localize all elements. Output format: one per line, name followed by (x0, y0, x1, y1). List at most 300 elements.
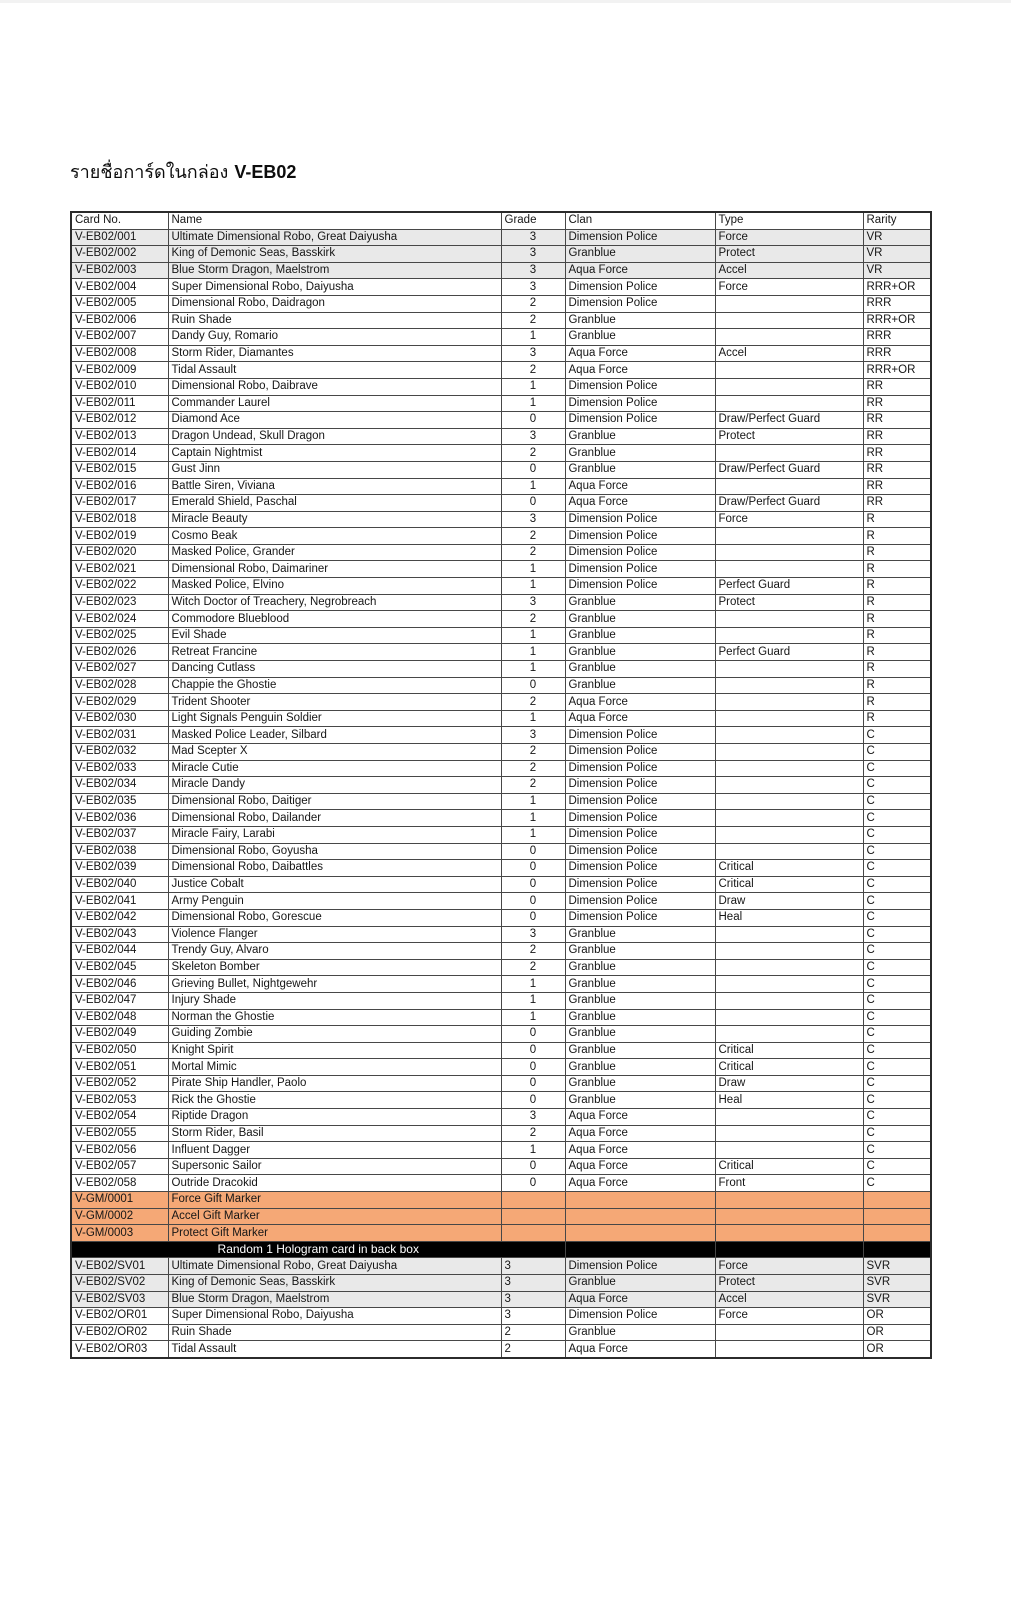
cell-type (715, 976, 863, 993)
cell-rarity: R (863, 594, 931, 611)
cell-rarity: RRR+OR (863, 312, 931, 329)
cell-name: Ultimate Dimensional Robo, Great Daiyusha (168, 1258, 501, 1275)
cell-card-no: V-EB02/018 (71, 511, 168, 528)
cell-grade: 2 (501, 959, 565, 976)
cell-rarity: C (863, 1109, 931, 1126)
cell-clan: Granblue (565, 329, 715, 346)
cell-rarity: R (863, 528, 931, 545)
cell-card-no: V-EB02/045 (71, 959, 168, 976)
cell-type: Force (715, 511, 863, 528)
cell-clan: Dimension Police (565, 544, 715, 561)
cell-grade: 3 (501, 727, 565, 744)
cell-clan: Dimension Police (565, 1308, 715, 1325)
cell-rarity: RR (863, 478, 931, 495)
cell-type: Perfect Guard (715, 578, 863, 595)
cell-clan: Dimension Police (565, 578, 715, 595)
cell-rarity: C (863, 943, 931, 960)
cell-card-no: V-EB02/042 (71, 909, 168, 926)
cell-clan: Granblue (565, 992, 715, 1009)
cell-card-no: V-EB02/049 (71, 1026, 168, 1043)
cell-rarity: VR (863, 262, 931, 279)
cell-clan: Aqua Force (565, 478, 715, 495)
cell-card-no: V-EB02/020 (71, 544, 168, 561)
cell-card-no: V-EB02/039 (71, 860, 168, 877)
cell-grade: 1 (501, 578, 565, 595)
cell-card-no: V-EB02/043 (71, 926, 168, 943)
cell-clan: Dimension Police (565, 860, 715, 877)
cell-name: Army Penguin (168, 893, 501, 910)
table-row (71, 1258, 931, 1275)
cell-rarity: C (863, 976, 931, 993)
cell-type: Front (715, 1175, 863, 1192)
cell-rarity: R (863, 677, 931, 694)
cell-clan: Granblue (565, 594, 715, 611)
page-title (70, 161, 296, 183)
cell-clan: Aqua Force (565, 1291, 715, 1308)
cell-type (715, 395, 863, 412)
cell-card-no: V-EB02/029 (71, 694, 168, 711)
cell-clan: Dimension Police (565, 412, 715, 429)
cell-name: Super Dimensional Robo, Daiyusha (168, 279, 501, 296)
cell-type: Critical (715, 1158, 863, 1175)
cell-name: Battle Siren, Viviana (168, 478, 501, 495)
cell-type: Draw/Perfect Guard (715, 495, 863, 512)
cell-grade: 0 (501, 1059, 565, 1076)
cell-name: Tidal Assault (168, 1341, 501, 1358)
cell-type (715, 1225, 863, 1242)
cell-name: Justice Cobalt (168, 876, 501, 893)
table-row (71, 1125, 931, 1142)
cell-card-no: V-EB02/047 (71, 992, 168, 1009)
cell-clan (565, 1225, 715, 1242)
cell-type: Heal (715, 1092, 863, 1109)
cell-type: Perfect Guard (715, 644, 863, 661)
cell-type (715, 661, 863, 678)
cell-clan: Dimension Police (565, 279, 715, 296)
card-table-header (71, 212, 931, 229)
cell-grade: 0 (501, 860, 565, 877)
cell-type (715, 1341, 863, 1358)
cell-grade: 0 (501, 843, 565, 860)
cell-type: Draw (715, 893, 863, 910)
cell-rarity: C (863, 860, 931, 877)
cell-card-no: V-EB02/015 (71, 461, 168, 478)
column-header-card-no-: Card No. (71, 212, 168, 229)
cell-clan: Aqua Force (565, 362, 715, 379)
cell-grade (501, 1225, 565, 1242)
cell-card-no: V-EB02/040 (71, 876, 168, 893)
cell-grade: 2 (501, 312, 565, 329)
cell-rarity: C (863, 1175, 931, 1192)
cell-rarity: RRR+OR (863, 279, 931, 296)
cell-rarity: R (863, 644, 931, 661)
cell-name: Dimensional Robo, Daibrave (168, 378, 501, 395)
cell-type: Accel (715, 1291, 863, 1308)
cell-name: Diamond Ace (168, 412, 501, 429)
cell-rarity: C (863, 793, 931, 810)
cell-rarity: C (863, 1026, 931, 1043)
hologram-banner-row (71, 1241, 931, 1258)
cell-type (715, 744, 863, 761)
cell-name: Dimensional Robo, Daitiger (168, 793, 501, 810)
cell-card-no: V-EB02/004 (71, 279, 168, 296)
cell-type: Force (715, 1308, 863, 1325)
table-row (71, 478, 931, 495)
cell-type (715, 677, 863, 694)
cell-card-no: V-EB02/SV02 (71, 1275, 168, 1292)
cell-name: Masked Police, Grander (168, 544, 501, 561)
cell-type: Force (715, 1258, 863, 1275)
cell-name: Mad Scepter X (168, 744, 501, 761)
cell-card-no: V-EB02/002 (71, 246, 168, 263)
cell-grade: 2 (501, 777, 565, 794)
cell-grade: 1 (501, 329, 565, 346)
cell-card-no: V-EB02/044 (71, 943, 168, 960)
cell-clan (565, 1192, 715, 1209)
cell-clan: Granblue (565, 312, 715, 329)
table-row (71, 1275, 931, 1292)
cell-type: Draw (715, 1075, 863, 1092)
cell-rarity: R (863, 694, 931, 711)
table-row (71, 428, 931, 445)
table-row (71, 262, 931, 279)
cell-name: Retreat Francine (168, 644, 501, 661)
table-row (71, 826, 931, 843)
column-header-name: Name (168, 212, 501, 229)
cell-card-no: V-EB02/019 (71, 528, 168, 545)
cell-grade: 0 (501, 1042, 565, 1059)
cell-type (715, 843, 863, 860)
cell-grade: 2 (501, 760, 565, 777)
cell-name: Dandy Guy, Romario (168, 329, 501, 346)
cell-type (715, 528, 863, 545)
cell-clan: Granblue (565, 644, 715, 661)
cell-card-no: V-EB02/035 (71, 793, 168, 810)
cell-name: Ultimate Dimensional Robo, Great Daiyusha (168, 229, 501, 246)
table-row (71, 661, 931, 678)
cell-card-no: V-EB02/054 (71, 1109, 168, 1126)
cell-grade: 1 (501, 644, 565, 661)
cell-grade: 2 (501, 694, 565, 711)
cell-clan: Aqua Force (565, 495, 715, 512)
cell-name: Rick the Ghostie (168, 1092, 501, 1109)
cell-rarity: RRR+OR (863, 362, 931, 379)
cell-rarity: RR (863, 428, 931, 445)
cell-clan: Granblue (565, 943, 715, 960)
cell-clan: Granblue (565, 1059, 715, 1076)
cell-name: Protect Gift Marker (168, 1225, 501, 1242)
cell-card-no: V-EB02/017 (71, 495, 168, 512)
cell-card-no: V-EB02/056 (71, 1142, 168, 1159)
cell-rarity: R (863, 611, 931, 628)
cell-clan: Dimension Police (565, 295, 715, 312)
cell-name: Commander Laurel (168, 395, 501, 412)
cell-type (715, 362, 863, 379)
table-row (71, 727, 931, 744)
column-header-grade: Grade (501, 212, 565, 229)
table-row (71, 876, 931, 893)
cell-card-no: V-EB02/016 (71, 478, 168, 495)
cell-grade: 3 (501, 1258, 565, 1275)
cell-clan: Dimension Police (565, 826, 715, 843)
table-row (71, 511, 931, 528)
cell-type: Protect (715, 1275, 863, 1292)
cell-type (715, 1208, 863, 1225)
cell-rarity (863, 1192, 931, 1209)
table-row (71, 1308, 931, 1325)
cell-card-no: V-EB02/055 (71, 1125, 168, 1142)
cell-type: Force (715, 279, 863, 296)
cell-grade: 2 (501, 1341, 565, 1358)
cell-rarity: VR (863, 246, 931, 263)
cell-rarity: OR (863, 1341, 931, 1358)
cell-name: Supersonic Sailor (168, 1158, 501, 1175)
cell-rarity: RR (863, 461, 931, 478)
table-row (71, 976, 931, 993)
cell-type: Draw/Perfect Guard (715, 461, 863, 478)
cell-rarity: RRR (863, 295, 931, 312)
cell-type (715, 295, 863, 312)
cell-name: Dimensional Robo, Daibattles (168, 860, 501, 877)
cell-clan: Dimension Police (565, 876, 715, 893)
cell-card-no: V-EB02/001 (71, 229, 168, 246)
column-header-clan: Clan (565, 212, 715, 229)
cell-grade: 1 (501, 395, 565, 412)
cell-rarity: C (863, 893, 931, 910)
cell-name: Dimensional Robo, Dailander (168, 810, 501, 827)
cell-rarity: R (863, 544, 931, 561)
cell-card-no: V-GM/0003 (71, 1225, 168, 1242)
cell-grade: 0 (501, 1092, 565, 1109)
cell-clan: Aqua Force (565, 345, 715, 362)
cell-grade: 1 (501, 976, 565, 993)
cell-name: Emerald Shield, Paschal (168, 495, 501, 512)
cell-rarity: C (863, 744, 931, 761)
cell-card-no: V-EB02/026 (71, 644, 168, 661)
cell-rarity: RR (863, 445, 931, 462)
cell-type (715, 378, 863, 395)
cell-grade: 1 (501, 810, 565, 827)
cell-name: Super Dimensional Robo, Daiyusha (168, 1308, 501, 1325)
cell-rarity (863, 1225, 931, 1242)
cell-grade: 2 (501, 744, 565, 761)
cell-type (715, 727, 863, 744)
cell-type (715, 611, 863, 628)
cell-rarity: C (863, 1142, 931, 1159)
table-row (71, 1225, 931, 1242)
cell-card-no: V-EB02/048 (71, 1009, 168, 1026)
cell-grade: 0 (501, 1158, 565, 1175)
cell-grade: 2 (501, 544, 565, 561)
cell-name: Witch Doctor of Treachery, Negrobreach (168, 594, 501, 611)
table-row (71, 1009, 931, 1026)
cell-grade (501, 1192, 565, 1209)
cell-card-no: V-EB02/OR03 (71, 1341, 168, 1358)
table-row (71, 1075, 931, 1092)
cell-grade: 2 (501, 528, 565, 545)
cell-rarity: C (863, 810, 931, 827)
cell-card-no: V-EB02/041 (71, 893, 168, 910)
cell-card-no: V-EB02/006 (71, 312, 168, 329)
cell-rarity: C (863, 909, 931, 926)
cell-grade: 0 (501, 461, 565, 478)
cell-clan: Dimension Police (565, 893, 715, 910)
cell-card-no: V-EB02/057 (71, 1158, 168, 1175)
cell-name: Masked Police Leader, Silbard (168, 727, 501, 744)
cell-card-no: V-EB02/031 (71, 727, 168, 744)
cell-card-no: V-EB02/OR02 (71, 1324, 168, 1341)
banner-filler-clan (565, 1241, 715, 1258)
cell-card-no: V-EB02/009 (71, 362, 168, 379)
table-row (71, 677, 931, 694)
cell-card-no: V-EB02/036 (71, 810, 168, 827)
cell-type (715, 710, 863, 727)
cell-type (715, 826, 863, 843)
cell-grade: 0 (501, 495, 565, 512)
cell-clan: Dimension Police (565, 229, 715, 246)
table-row (71, 1059, 931, 1076)
cell-clan: Granblue (565, 1026, 715, 1043)
cell-grade: 1 (501, 826, 565, 843)
table-row (71, 594, 931, 611)
cell-card-no: V-EB02/052 (71, 1075, 168, 1092)
cell-grade (501, 1208, 565, 1225)
cell-name: Guiding Zombie (168, 1026, 501, 1043)
cell-card-no: V-EB02/005 (71, 295, 168, 312)
table-row (71, 395, 931, 412)
cell-name: Evil Shade (168, 627, 501, 644)
header-row (71, 212, 931, 229)
cell-clan: Granblue (565, 1275, 715, 1292)
table-row (71, 528, 931, 545)
cell-grade: 0 (501, 1175, 565, 1192)
card-list-table (70, 211, 932, 1359)
cell-name: Blue Storm Dragon, Maelstrom (168, 262, 501, 279)
table-row (71, 627, 931, 644)
table-row (71, 1208, 931, 1225)
table-row (71, 1026, 931, 1043)
cell-grade: 3 (501, 279, 565, 296)
table-row (71, 793, 931, 810)
cell-rarity: C (863, 1042, 931, 1059)
table-row (71, 246, 931, 263)
cell-type (715, 1142, 863, 1159)
cell-grade: 1 (501, 1009, 565, 1026)
cell-type: Protect (715, 594, 863, 611)
cell-rarity: C (863, 843, 931, 860)
column-header-type: Type (715, 212, 863, 229)
cell-name: Violence Flanger (168, 926, 501, 943)
cell-name: Cosmo Beak (168, 528, 501, 545)
cell-clan: Granblue (565, 1009, 715, 1026)
cell-grade: 3 (501, 1109, 565, 1126)
cell-card-no: V-EB02/014 (71, 445, 168, 462)
cell-clan: Granblue (565, 1324, 715, 1341)
cell-type: Critical (715, 1042, 863, 1059)
table-row (71, 1175, 931, 1192)
cell-name: Dragon Undead, Skull Dragon (168, 428, 501, 445)
table-row (71, 694, 931, 711)
cell-clan: Dimension Police (565, 909, 715, 926)
cell-type: Accel (715, 262, 863, 279)
cell-clan: Granblue (565, 1092, 715, 1109)
cell-name: Trendy Guy, Alvaro (168, 943, 501, 960)
cell-type (715, 329, 863, 346)
cell-name: Miracle Cutie (168, 760, 501, 777)
cell-rarity: RR (863, 395, 931, 412)
cell-rarity (863, 1208, 931, 1225)
cell-grade: 1 (501, 561, 565, 578)
cell-clan: Granblue (565, 428, 715, 445)
cell-grade: 0 (501, 909, 565, 926)
table-row (71, 1092, 931, 1109)
cell-grade: 2 (501, 362, 565, 379)
table-row (71, 1142, 931, 1159)
cell-type (715, 544, 863, 561)
cell-clan: Aqua Force (565, 262, 715, 279)
table-row (71, 777, 931, 794)
cell-card-no: V-EB02/051 (71, 1059, 168, 1076)
cell-grade: 0 (501, 893, 565, 910)
cell-grade: 0 (501, 412, 565, 429)
cell-card-no: V-EB02/013 (71, 428, 168, 445)
cell-grade: 3 (501, 229, 565, 246)
table-row (71, 544, 931, 561)
hologram-banner-label: Random 1 Hologram card in back box (71, 1241, 565, 1258)
cell-grade: 3 (501, 1291, 565, 1308)
cell-card-no: V-EB02/024 (71, 611, 168, 628)
cell-card-no: V-EB02/022 (71, 578, 168, 595)
cell-name: Captain Nightmist (168, 445, 501, 462)
cell-name: Chappie the Ghostie (168, 677, 501, 694)
cell-card-no: V-EB02/008 (71, 345, 168, 362)
cell-clan: Granblue (565, 959, 715, 976)
cell-card-no: V-EB02/012 (71, 412, 168, 429)
cell-grade: 0 (501, 1026, 565, 1043)
cell-type: Protect (715, 246, 863, 263)
table-row (71, 893, 931, 910)
cell-clan: Granblue (565, 246, 715, 263)
cell-rarity: C (863, 926, 931, 943)
cell-rarity: RRR (863, 345, 931, 362)
cell-card-no: V-EB02/OR01 (71, 1308, 168, 1325)
cell-rarity: SVR (863, 1291, 931, 1308)
cell-rarity: C (863, 1009, 931, 1026)
cell-name: Dancing Cutlass (168, 661, 501, 678)
cell-rarity: C (863, 992, 931, 1009)
cell-clan: Aqua Force (565, 694, 715, 711)
cell-card-no: V-GM/0002 (71, 1208, 168, 1225)
cell-rarity: C (863, 777, 931, 794)
cell-clan: Granblue (565, 627, 715, 644)
cell-name: Trident Shooter (168, 694, 501, 711)
cell-type (715, 1192, 863, 1209)
cell-clan: Dimension Police (565, 744, 715, 761)
cell-clan: Granblue (565, 445, 715, 462)
cell-name: Pirate Ship Handler, Paolo (168, 1075, 501, 1092)
cell-type (715, 777, 863, 794)
cell-grade: 3 (501, 246, 565, 263)
cell-type (715, 943, 863, 960)
cell-name: Force Gift Marker (168, 1192, 501, 1209)
cell-rarity: C (863, 1059, 931, 1076)
banner-filler-rarity (863, 1241, 931, 1258)
cell-rarity: C (863, 876, 931, 893)
cell-name: Ruin Shade (168, 312, 501, 329)
cell-rarity: C (863, 1075, 931, 1092)
cell-card-no: V-EB02/003 (71, 262, 168, 279)
cell-name: Grieving Bullet, Nightgewehr (168, 976, 501, 993)
